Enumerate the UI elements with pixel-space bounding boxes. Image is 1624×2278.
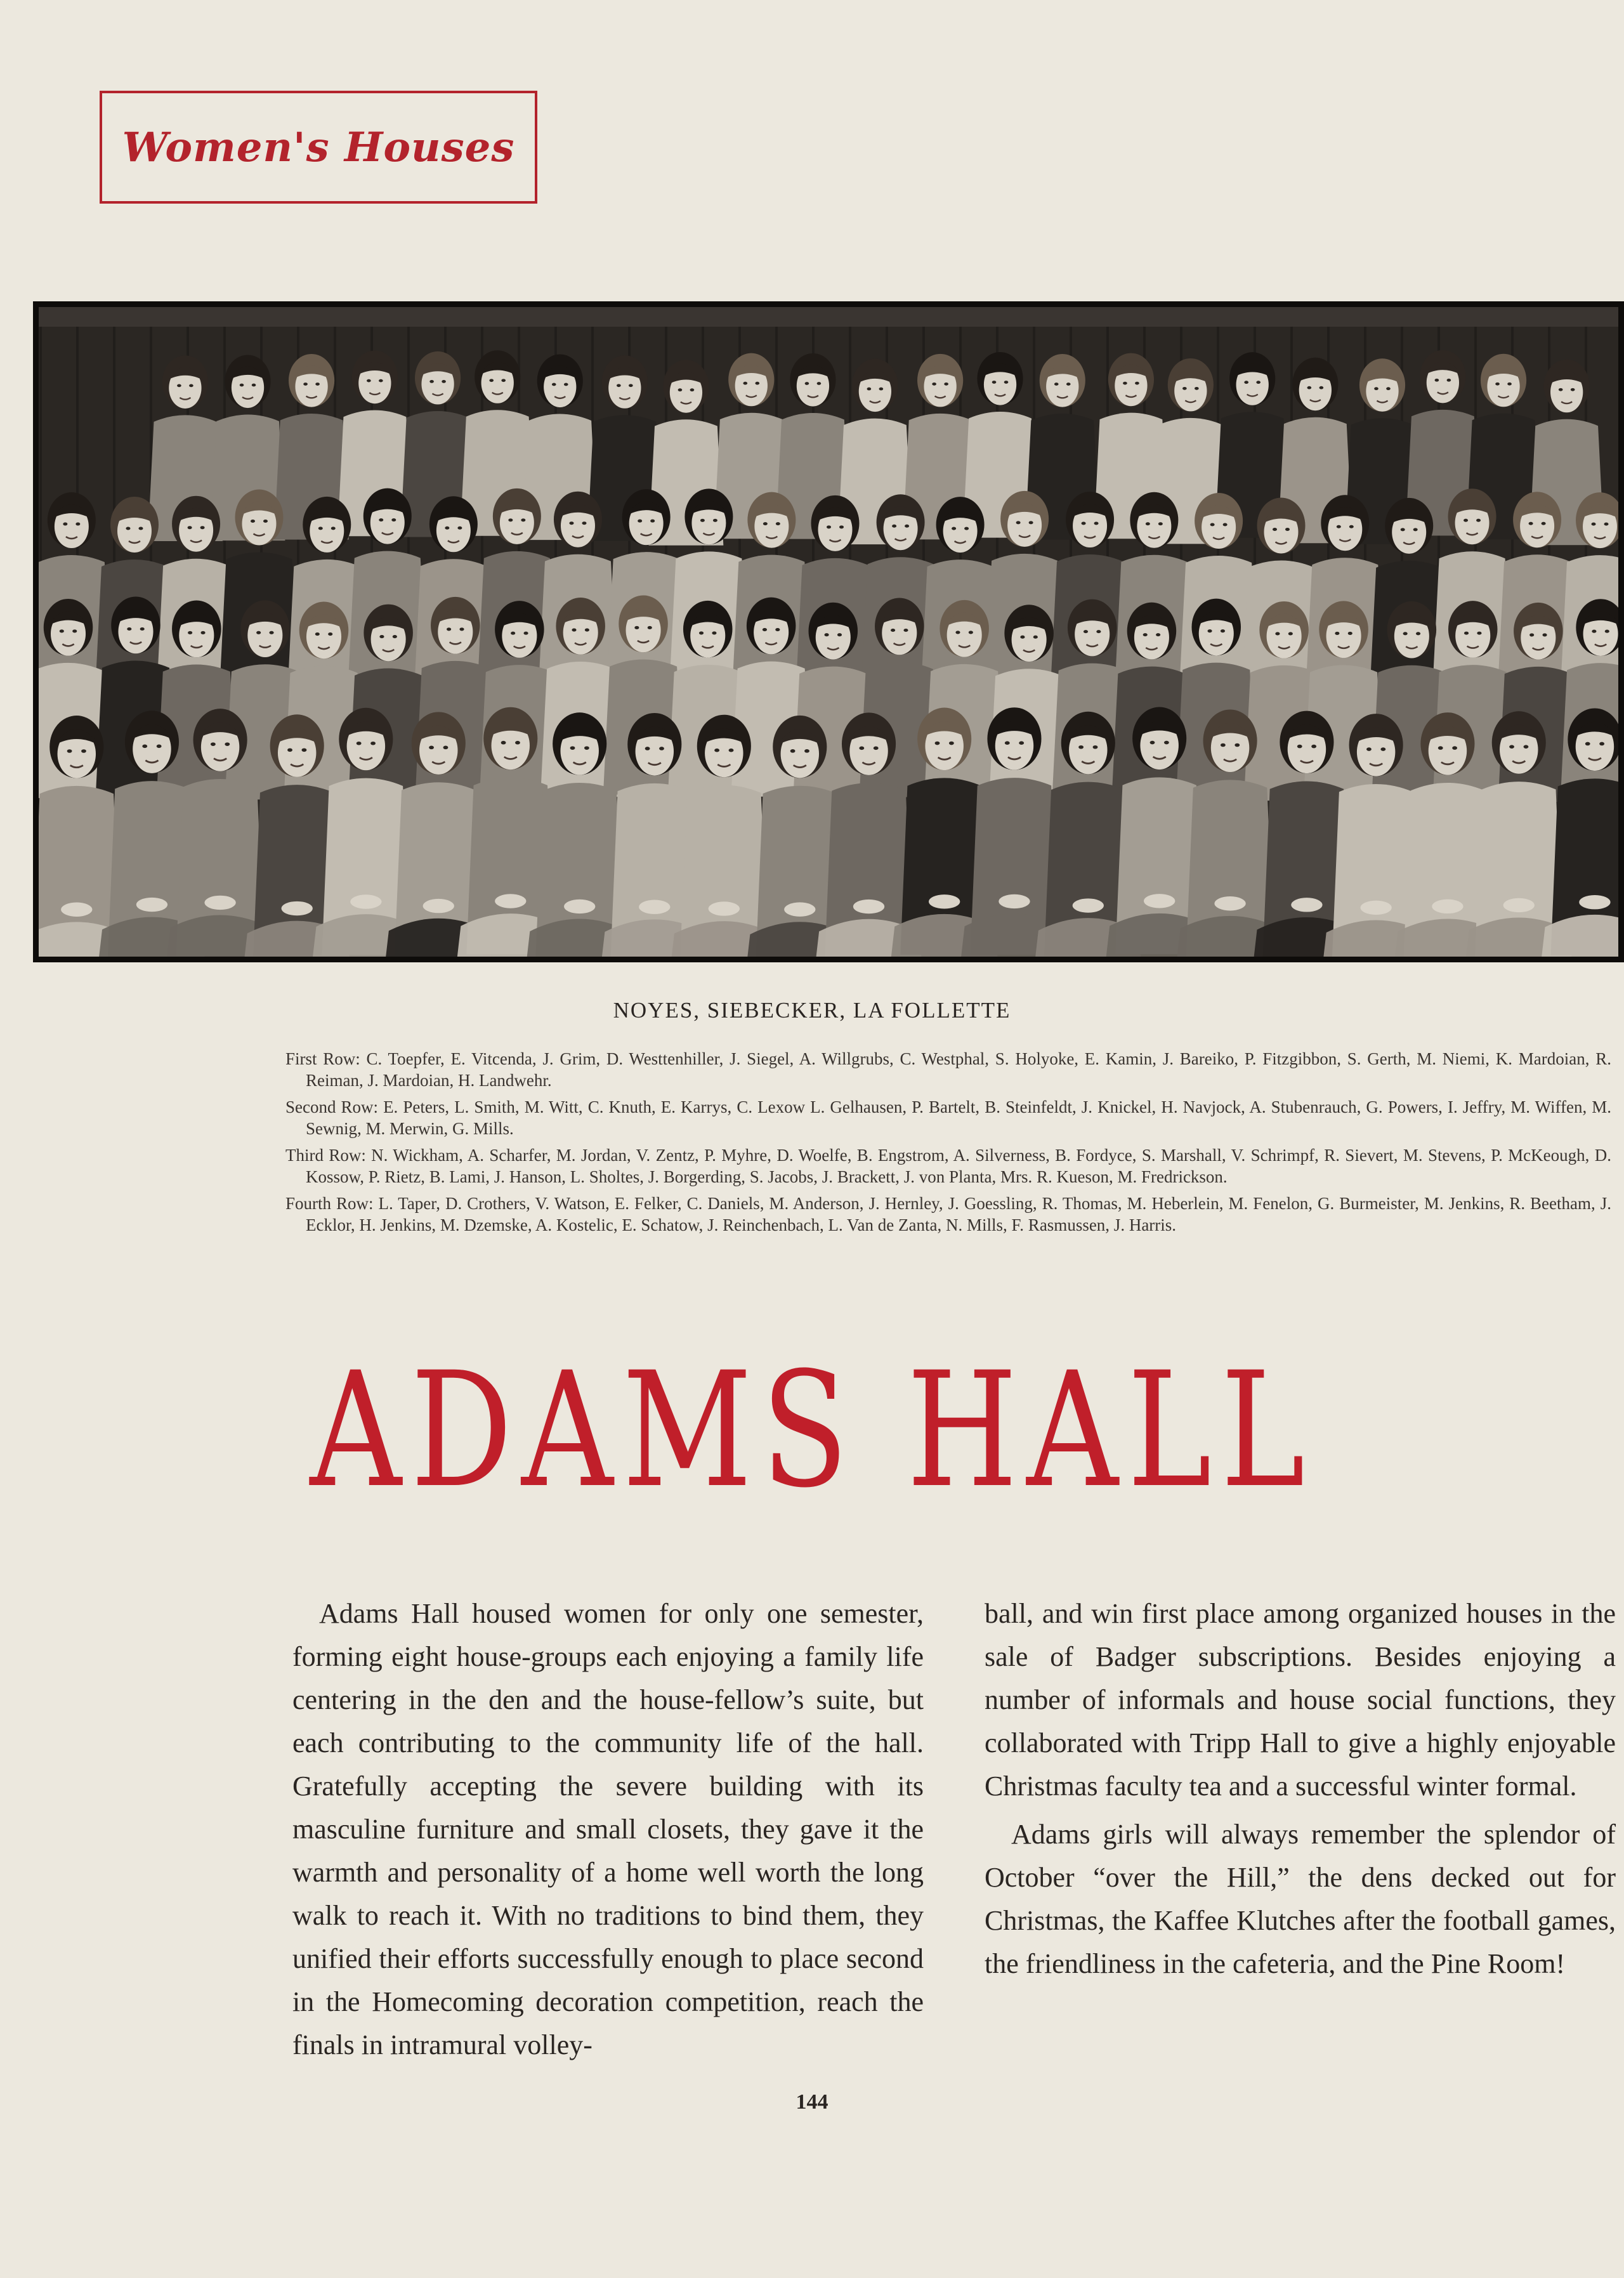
person-eye <box>1592 523 1596 526</box>
person-eye <box>1524 745 1529 749</box>
person-eye <box>1403 632 1408 635</box>
person-eye <box>1221 629 1225 632</box>
person-eye <box>126 527 130 530</box>
person-eye <box>1020 636 1025 639</box>
person-eye <box>515 741 520 745</box>
person-eye <box>1158 522 1163 525</box>
person-eye <box>955 631 960 634</box>
person-eye <box>944 383 948 386</box>
person-eye <box>1401 528 1405 531</box>
person-eye <box>699 631 704 634</box>
person-eye <box>1033 636 1038 639</box>
person-eye <box>1221 743 1226 747</box>
person-eye <box>489 379 494 382</box>
roster-row: First Row: C. Toepfer, E. Vitcenda, J. Grim, D. Westtenhiller, J. Siegel, A. Willgrubs, C. Westphal, S. Holyoke, E. Kamin, J. Bareiko, P. Fitzgibbon, S. Gerth, M. Niemi, K. Mardoian, R. Reiman, J. Mardoian, H. Landwehr. <box>285 1049 1611 1090</box>
person-hands <box>564 900 595 913</box>
person-eye <box>1093 745 1098 749</box>
person-eye <box>443 746 449 750</box>
person-hands <box>929 894 960 908</box>
person-hands <box>495 894 526 908</box>
person-eye <box>1349 525 1354 528</box>
person-eye <box>932 383 936 386</box>
person-eye <box>650 520 655 523</box>
person-eye <box>1386 387 1391 390</box>
person-eye <box>393 635 397 638</box>
person-eye <box>447 627 451 631</box>
person-eye <box>315 632 320 636</box>
person-eye <box>370 742 376 745</box>
person-eye <box>379 379 383 383</box>
person-eye <box>315 383 320 386</box>
page-title: ADAMS HALL <box>310 1338 1314 1522</box>
group-photo <box>33 301 1624 962</box>
person-eye <box>1234 743 1240 747</box>
person-eye <box>67 749 72 753</box>
person-eye <box>700 519 705 522</box>
person-eye <box>391 518 396 521</box>
section-tag-label: Women's Houses <box>122 123 515 171</box>
person-eye <box>287 748 292 752</box>
person-eye <box>817 382 822 385</box>
person-eye <box>251 520 255 523</box>
person-eye <box>729 749 734 752</box>
person-eye <box>1084 630 1088 633</box>
person-hands <box>1073 898 1104 912</box>
person-eye <box>1094 522 1099 525</box>
person-hands <box>1291 898 1322 912</box>
body-column-right <box>985 1592 1616 1991</box>
person-eye <box>225 742 230 746</box>
person-eye <box>1307 386 1312 389</box>
person-eye <box>617 384 621 387</box>
person-eye <box>523 632 528 635</box>
person-eye <box>252 384 256 387</box>
person-eye <box>552 383 556 386</box>
person-eye <box>903 629 908 632</box>
person-eye <box>935 742 940 745</box>
person-eye <box>1143 633 1148 636</box>
person-eye <box>459 627 464 631</box>
person-eye <box>303 383 308 386</box>
person-eye <box>1256 381 1261 384</box>
person-eye <box>712 631 716 634</box>
person-eye <box>240 384 244 387</box>
person-eye <box>891 629 895 632</box>
person-eye <box>1464 632 1469 635</box>
person-eye <box>1078 745 1084 749</box>
person-eye <box>1123 382 1127 385</box>
person-eye <box>81 749 86 753</box>
person-eye <box>501 379 506 382</box>
person-eye <box>648 626 652 629</box>
person-eye <box>837 633 842 636</box>
person-eye <box>442 380 446 383</box>
person-eye <box>328 632 332 636</box>
person-eye <box>501 741 506 745</box>
person-eye <box>969 631 973 634</box>
person-hands <box>423 899 454 913</box>
person-eye <box>1244 381 1248 384</box>
person-eye <box>1223 523 1228 526</box>
person-eye <box>301 748 306 752</box>
person-eye <box>1004 381 1009 384</box>
person-eye <box>429 746 434 750</box>
roster-list <box>285 1048 1611 1241</box>
person-eye <box>508 518 513 521</box>
body-paragraph: Adams Hall housed women for only one semester, forming eight house-groups each enjoying a family life centering in the den and the house-fellow’s suite, but each contributing to the community life of the hall. Gratefully accepting the severe building with its masculine furniture and small closets, they gave it the warmth and personality of a home well worth the long walk to reach it. With no traditions to bind them, they unified their efforts successfully enough to place second in the Homecoming decoration competition, reach the finals in intramural volley- <box>292 1598 924 2060</box>
person-eye <box>776 522 780 525</box>
person-eye <box>1366 747 1372 751</box>
person-eye <box>188 631 192 634</box>
person-eye <box>1477 632 1481 635</box>
person-eye <box>1019 741 1024 745</box>
person-eye <box>1380 747 1385 751</box>
person-eye <box>379 635 384 638</box>
person-eye <box>1207 629 1212 632</box>
person-eye <box>269 631 273 634</box>
person-eye <box>75 523 80 526</box>
person-eye <box>690 388 695 391</box>
person-eye <box>1476 519 1481 522</box>
person-eye <box>511 632 515 635</box>
person-eye <box>1413 528 1418 531</box>
person-eye <box>1164 741 1169 745</box>
page-number: 144 <box>796 2090 828 2114</box>
body-column-left <box>292 1592 924 2072</box>
person-eye <box>905 525 909 528</box>
person-eye <box>1571 388 1575 391</box>
person-eye <box>157 744 162 748</box>
person-eye <box>1592 630 1596 633</box>
person-eye <box>1288 632 1293 635</box>
person-eye <box>775 628 780 631</box>
person-eye <box>429 380 434 383</box>
person-eye <box>1585 742 1590 746</box>
person-eye <box>1529 522 1533 525</box>
person-eye <box>1195 387 1199 390</box>
person-eye <box>60 629 64 632</box>
person-eye <box>992 381 997 384</box>
person-eye <box>1150 741 1155 745</box>
person-hands <box>999 894 1030 908</box>
person-eye <box>256 631 261 634</box>
person-eye <box>445 527 449 530</box>
person-eye <box>638 520 642 523</box>
person-eye <box>1447 379 1451 382</box>
person-eye <box>1016 521 1021 524</box>
person-hands <box>282 901 313 915</box>
person-eye <box>564 383 568 386</box>
roster-row: Second Row: E. Peters, L. Smith, M. Witt, C. Knuth, E. Karrys, C. Lexow L. Gelhausen, P. Bartelt, B. Steinfeldt, J. Knickel, H. Navjock, A. Stubenrauch, G. Powers, I. Jeffry, M. Wiffen, M. Sewnig, M. Merwin, G. Mills. <box>285 1097 1611 1138</box>
person-eye <box>142 744 147 748</box>
person-eye <box>804 749 809 753</box>
person-eye <box>1337 525 1341 528</box>
person-eye <box>755 382 759 385</box>
person-hands <box>853 900 884 913</box>
group-photo-image <box>33 301 1624 962</box>
body-paragraph: Adams girls will always remember the splendor of October “over the Hill,” the dens decked out for Christmas, the Kaffee Klutches after the football games, the friendliness in the cafeteria, and the Pine Room! <box>985 1819 1616 1979</box>
person-eye <box>1416 632 1420 635</box>
person-hands <box>61 903 92 917</box>
person-eye <box>188 526 192 529</box>
person-eye <box>879 388 884 391</box>
person-eye <box>859 747 864 750</box>
person-eye <box>1435 379 1439 382</box>
person-eye <box>629 384 633 387</box>
person-eye <box>582 521 586 525</box>
person-eye <box>1599 742 1604 746</box>
person-eye <box>952 527 956 530</box>
person-hands <box>1144 894 1175 908</box>
person-eye <box>1438 746 1443 750</box>
person-eye <box>521 518 525 521</box>
person-eye <box>839 525 844 528</box>
person-eye <box>457 527 462 530</box>
person-eye <box>1156 633 1160 636</box>
person-eye <box>659 747 664 750</box>
person-eye <box>570 746 575 750</box>
person-eye <box>1452 746 1457 750</box>
person-eye <box>1096 630 1101 633</box>
person-eye <box>357 742 362 745</box>
person-eye <box>1285 528 1290 531</box>
person-eye <box>331 527 336 530</box>
person-eye <box>189 384 193 387</box>
roster-row: Third Row: N. Wickham, A. Scharfer, M. Jordan, V. Zentz, P. Myhre, D. Woelfe, B. Engstrom, A. Silverness, B. Fordyce, S. Marshall, V. Schrimpf, R. Sievert, M. Stevens, P. McKeough, D. Kossow, P. Rietz, B. Lami, J. Hanson, L. Sholtes, J. Borgerding, S. Jacobs, J. Brackett, J. von Planta, Mrs. R. Kueson, M. Fredrickson. <box>285 1146 1611 1186</box>
person-eye <box>1495 383 1500 386</box>
person-eye <box>964 527 969 530</box>
person-hands <box>1503 898 1535 912</box>
person-eye <box>634 626 639 629</box>
person-eye <box>1082 522 1086 525</box>
person-eye <box>211 742 216 746</box>
person-eye <box>874 747 879 750</box>
person-eye <box>1135 382 1139 385</box>
person-eye <box>1507 383 1512 386</box>
person-eye <box>678 388 683 391</box>
person-eye <box>367 379 371 383</box>
person-eye <box>645 747 650 750</box>
person-eye <box>1374 387 1378 390</box>
person-eye <box>72 629 77 632</box>
person-eye <box>1146 522 1150 525</box>
photo-caption-title: NOYES, SIEBECKER, LA FOLLETTE <box>613 998 1011 1023</box>
person-eye <box>585 629 589 632</box>
person-eye <box>1529 633 1534 636</box>
person-eye <box>1182 387 1187 390</box>
person-eye <box>1275 632 1280 635</box>
person-eye <box>1005 741 1010 745</box>
person-hands <box>709 901 740 915</box>
roster-row: Fourth Row: L. Taper, D. Crothers, V. Watson, E. Felker, C. Daniels, M. Anderson, J. Hernley, J. Goessling, R. Thomas, M. Heberlein, M. Fenelon, G. Burmeister, M. Jenkins, R. Beetham, J. Ecklor, H. Jenkins, M. Dzemske, A. Kostelic, E. Schatow, J. Reinchenbach, L. Van de Zanta, N. Mills, F. Rasmussen, J. Harris. <box>285 1194 1611 1234</box>
person-hands <box>784 902 815 916</box>
person-eye <box>200 631 205 634</box>
person-hands <box>204 896 235 910</box>
section-tag <box>100 91 537 204</box>
person-eye <box>63 523 67 526</box>
person-eye <box>763 522 768 525</box>
person-eye <box>790 749 796 753</box>
body-paragraph-continued: ball, and win first place among organized houses in the sale of Badger subscriptions. Besides enjoying a number of informals and house social functions, they collaborated with Tripp Hall to give a highly enjoyable Christmas faculty tea and a successful winter formal. <box>985 1598 1616 1802</box>
person-eye <box>825 633 829 636</box>
person-eye <box>138 527 143 530</box>
person-eye <box>949 742 954 745</box>
person-eye <box>743 382 747 385</box>
person-eye <box>379 518 383 521</box>
person-eye <box>892 525 896 528</box>
person-eye <box>1029 521 1033 524</box>
person-eye <box>1464 519 1468 522</box>
person-eye <box>318 527 323 530</box>
person-hands <box>1432 900 1463 913</box>
person-eye <box>867 388 872 391</box>
person-eye <box>1348 632 1352 635</box>
person-eye <box>200 526 205 529</box>
person-eye <box>1311 745 1316 749</box>
person-eye <box>1542 522 1546 525</box>
person-eye <box>572 629 576 632</box>
person-eye <box>1054 383 1059 386</box>
person-eye <box>127 627 131 631</box>
person-eye <box>827 525 831 528</box>
person-eye <box>763 628 767 631</box>
person-eye <box>1066 383 1071 386</box>
person-eye <box>263 520 268 523</box>
person-eye <box>805 382 809 385</box>
person-eye <box>1273 528 1277 531</box>
person-eye <box>1320 386 1324 389</box>
person-eye <box>1210 523 1215 526</box>
person-hands <box>136 898 167 912</box>
person-hands <box>350 894 381 908</box>
person-eye <box>1559 388 1563 391</box>
person-hands <box>1214 896 1245 910</box>
person-eye <box>1542 633 1547 636</box>
person-eye <box>584 746 589 750</box>
person-eye <box>713 519 717 522</box>
person-hands <box>1579 895 1610 909</box>
person-eye <box>1297 745 1302 749</box>
person-eye <box>1335 632 1339 635</box>
person-eye <box>714 749 719 752</box>
person-eye <box>140 627 145 631</box>
person-eye <box>177 384 181 387</box>
person-eye <box>1509 745 1514 749</box>
person-eye <box>569 521 573 525</box>
person-eye <box>1605 630 1609 633</box>
person-eye <box>1604 523 1609 526</box>
person-hands <box>639 900 670 914</box>
person-hands <box>1361 901 1392 915</box>
